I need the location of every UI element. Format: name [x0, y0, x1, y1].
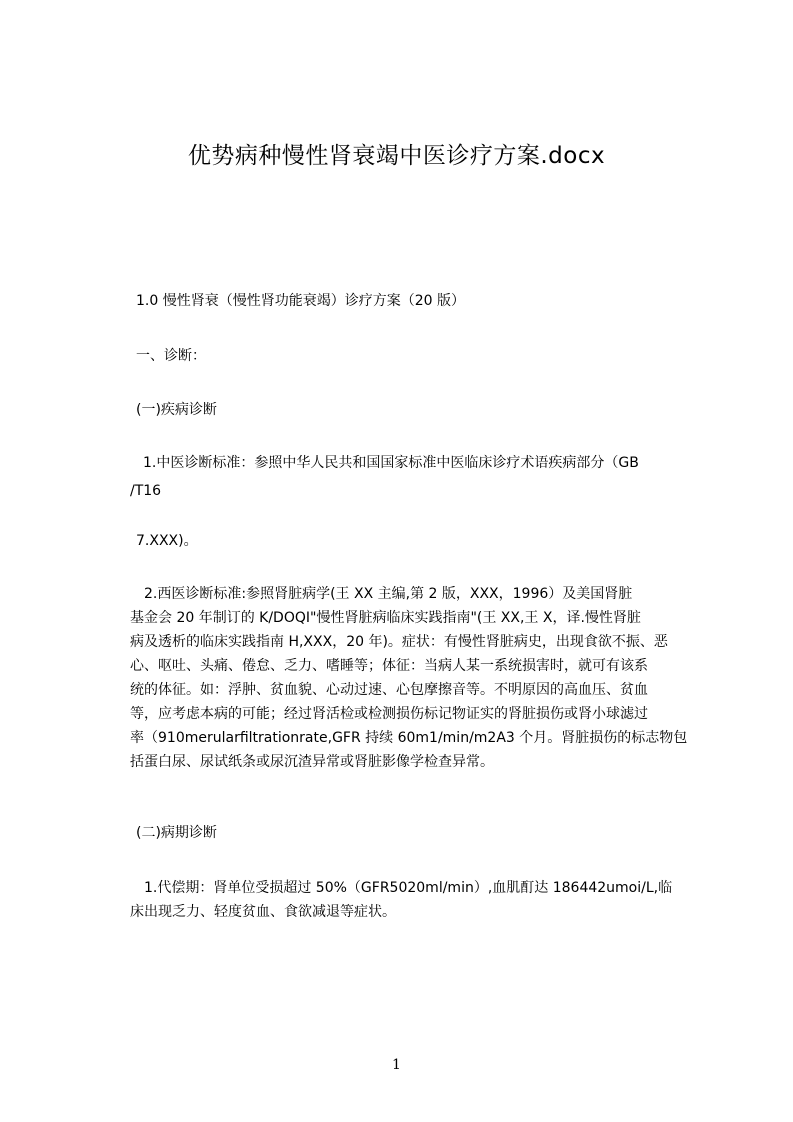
tcm-criteria-line-2: /T16 — [130, 483, 162, 499]
document-title: 优势病种慢性肾衰竭中医诊疗方案.docx — [187, 143, 606, 169]
paragraph-line: 统的体征。如：浮肿、贫血貌、心动过速、心包摩擦音等。不明原因的高血压、贫血 — [130, 682, 648, 698]
paragraph-line: 心、呕吐、头痛、倦怠、乏力、嗜睡等；体征：当病人某一系统损害时，就可有该系 — [130, 658, 648, 674]
subsection-stage-diagnosis: (二)病期诊断 — [136, 825, 217, 841]
section-diagnosis: 一、诊断： — [136, 348, 206, 364]
compensation-stage-paragraph — [130, 876, 700, 924]
paragraph-line: 率（910merularfiltrationrate,GFR 持续 60m1/min/m2A3 个月。肾脏损伤的标志物包 — [130, 730, 688, 746]
paragraph-line: 1.代偿期：肾单位受损超过 50%（GFR5020ml/min）,血肌酊达 186442umoi/L,临 — [144, 880, 673, 896]
paragraph-line: 基金会 20 年制订的 K/DOQI"慢性肾脏病临床实践指南"(王 XX,王 X，译.慢性肾脏 — [130, 610, 641, 626]
tcm-criteria-line-3: 7.XXX)。 — [136, 533, 198, 549]
paragraph-line: 2.西医诊断标准:参照肾脏病学(王 XX 主编,第 2 版，XXX，1996）及美国肾脏 — [144, 586, 633, 602]
tcm-criteria-line-1: 1.中医诊断标准：参照中华人民共和国国家标准中医临床诊疗术语疾病部分（GB — [143, 455, 639, 471]
subsection-disease-diagnosis: (一)疾病诊断 — [136, 402, 217, 418]
paragraph-line: 等，应考虑本病的可能；经过肾活检或检测损伤标记物证实的肾脏损伤或肾小球滤过 — [130, 706, 648, 722]
western-criteria-paragraph — [130, 582, 700, 774]
page-number: 1 — [392, 1057, 401, 1073]
heading-version: 1.0 慢性肾衰（慢性肾功能衰竭）诊疗方案（20 版） — [136, 293, 465, 309]
paragraph-line: 括蛋白尿、尿试纸条或尿沉渣异常或肾脏影像学检查异常。 — [130, 754, 494, 770]
paragraph-line: 床出现乏力、轻度贫血、食欲减退等症状。 — [130, 904, 396, 920]
paragraph-line: 病及透析的临床实践指南 H,XXX，20 年)。症状：有慢性肾脏病史，出现食欲不振、恶 — [130, 634, 668, 650]
